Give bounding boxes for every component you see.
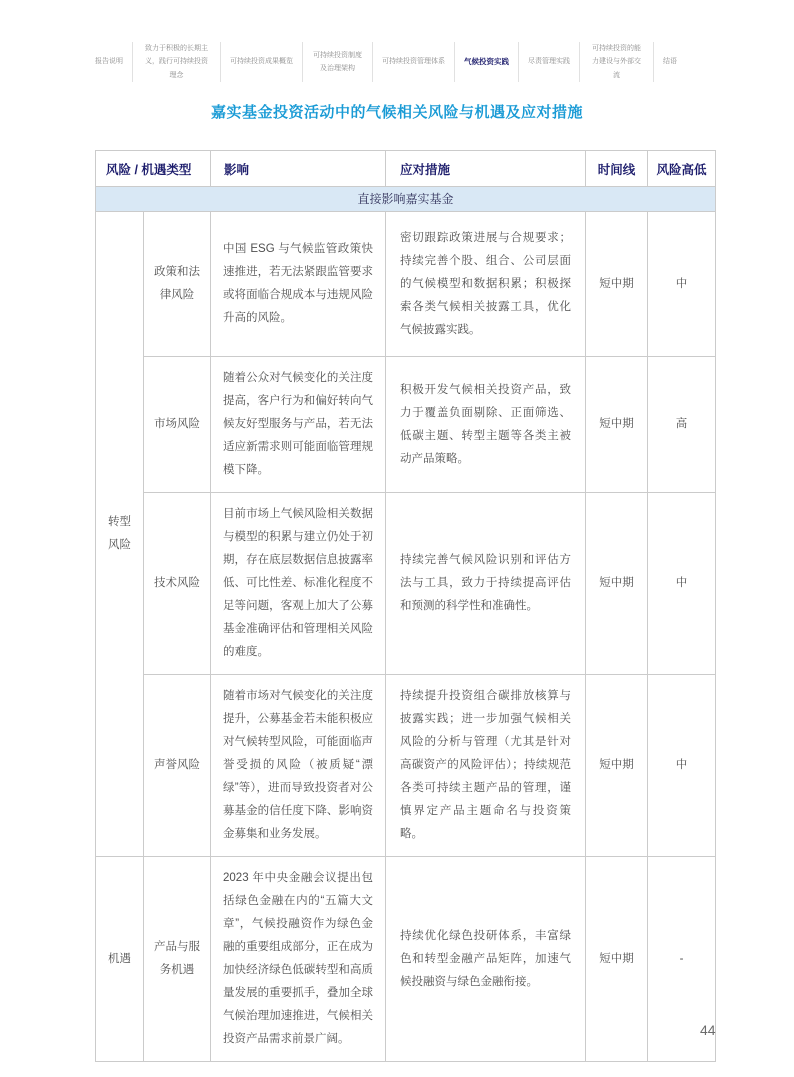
page-number: 44 [700,1022,716,1038]
col-header-type: 风险 / 机遇类型 [96,151,211,187]
risk-level-cell: 高 [648,357,716,493]
col-header-impact: 影响 [211,151,386,187]
table-row [96,493,716,675]
nav-item-climate-investment[interactable]: 气候投资实践 [454,42,518,82]
section-band-label: 直接影响嘉实基金 [96,187,716,212]
nav-item-capacity-building[interactable]: 可持续投资的能力建设与外部交流 [579,42,653,82]
nav-item-conclusion[interactable]: 结语 [653,42,686,82]
risk-level-cell: 中 [648,675,716,857]
risk-level-cell: 中 [648,212,716,357]
col-header-timeline: 时间线 [586,151,648,187]
impact-cell: 随着市场对气候变化的关注度提升，公募基金若未能积极应对气候转型风险，可能面临声誉受损的风险（被质疑“漂绿”等），进而导致投资者对公募基金的信任度下降、影响资金募集和业务发展。 [211,675,386,857]
nav-item-report-notes[interactable]: 报告说明 [95,58,123,66]
timeline-cell: 短中期 [586,357,648,493]
risk-level-cell: - [648,857,716,1062]
measures-cell: 积极开发气候相关投资产品，致力于覆盖负面剔除、正面筛选、低碳主题、转型主题等各类主被动产品策略。 [386,357,586,493]
nav-item-governance-structure[interactable]: 可持续投资制度及治理架构 [302,42,372,82]
table-row [96,857,716,1062]
nav-item-results-overview[interactable]: 可持续投资成果概览 [220,42,302,82]
timeline-cell: 短中期 [586,675,648,857]
risk-level-cell: 中 [648,493,716,675]
climate-risk-table [95,150,716,1062]
risk-type-cell: 技术风险 [144,493,211,675]
nav-item-management-system[interactable]: 可持续投资管理体系 [372,42,454,82]
group-cell-opportunity: 机遇 [96,857,144,1062]
impact-cell: 2023 年中央金融会议提出包括绿色金融在内的“五篇大文章”，气候投融资作为绿色金融的重要组成部分，正在成为加快经济绿色低碳转型和高质量发展的重要抓手，叠加全球气候治理加速推进，气候相关投资产品需求前景广阔。 [211,857,386,1062]
measures-cell: 持续提升投资组合碳排放核算与披露实践；进一步加强气候相关风险的分析与管理（尤其是针对高碳资产的风险评估）；持续规范各类可持续主题产品的管理，谨慎界定产品主题命名与投资策略。 [386,675,586,857]
impact-cell: 随着公众对气候变化的关注度提高，客户行为和偏好转向气候友好型服务与产品，若无法适应新需求则可能面临管理规模下降。 [211,357,386,493]
measures-cell: 持续优化绿色投研体系，丰富绿色和转型金融产品矩阵，加速气候投融资与绿色金融衔接。 [386,857,586,1062]
risk-type-cell: 市场风险 [144,357,211,493]
risk-type-cell: 声誉风险 [144,675,211,857]
timeline-cell: 短中期 [586,212,648,357]
table-row [96,212,716,357]
table-row [96,357,716,493]
timeline-cell: 短中期 [586,493,648,675]
page-title: 嘉实基金投资活动中的气候相关风险与机遇及应对措施 [210,104,583,121]
group-cell-transition-risk: 转型风险 [96,212,144,857]
col-header-level: 风险高低 [648,151,716,187]
impact-cell: 目前市场上气候风险相关数据与模型的积累与建立仍处于初期，存在底层数据信息披露率低、可比性差、标准化程度不足等问题，客观上加大了公募基金准确评估和管理相关风险的难度。 [211,493,386,675]
table-row [96,675,716,857]
section-nav [86,42,686,82]
col-header-measures: 应对措施 [386,151,586,187]
nav-item-stewardship[interactable]: 尽责管理实践 [518,42,579,82]
risk-type-cell: 政策和法律风险 [144,212,211,357]
table-header-row [96,151,716,187]
section-band-row [96,187,716,212]
measures-cell: 密切跟踪政策进展与合规要求；持续完善个股、组合、公司层面的气候模型和数据积累；积极探索各类气候相关披露工具，优化气候披露实践。 [386,212,586,357]
impact-cell: 中国 ESG 与气候监管政策快速推进，若无法紧跟监管要求或将面临合规成本与违规风险升高的风险。 [211,212,386,357]
timeline-cell: 短中期 [586,857,648,1062]
nav-item-long-termism[interactable]: 致力于积极的长期主义，践行可持续投资理念 [132,42,220,82]
measures-cell: 持续完善气候风险识别和评估方法与工具，致力于持续提高评估和预测的科学性和准确性。 [386,493,586,675]
risk-type-cell: 产品与服务机遇 [144,857,211,1062]
